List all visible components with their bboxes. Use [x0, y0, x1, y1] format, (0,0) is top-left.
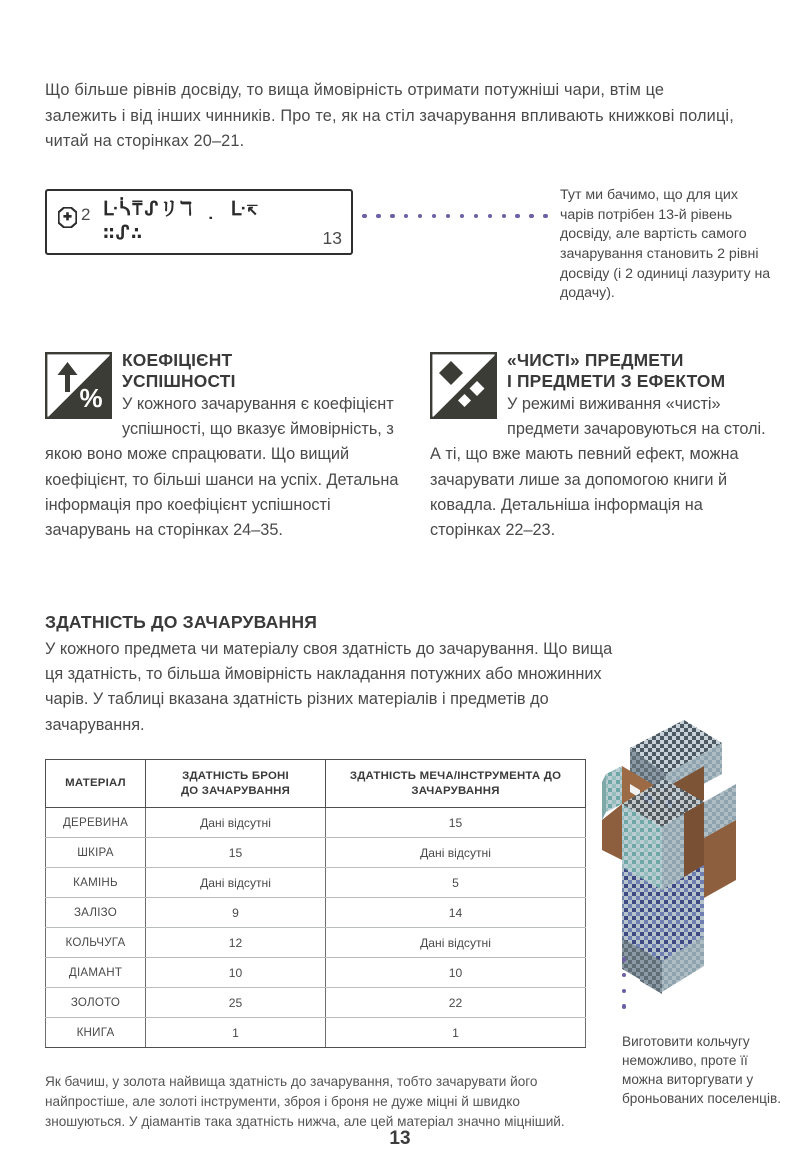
table-row: [46, 988, 586, 1018]
section-body: У кожного предмета чи матеріалу своя здатність до зачарування. Що вища ця здатність, то більша ймовірність накладання потужних або множинних чарів. У таблиці вказана здатність різних матеріалів і предметів до зачарування.: [45, 640, 613, 734]
cell-armor: 10: [146, 958, 326, 988]
cell-material: ДІАМАНТ: [46, 958, 146, 988]
armored-villager-figure: [600, 700, 800, 1020]
cell-sword: 5: [326, 868, 586, 898]
feature-success-body: У кожного зачарування є коефіцієнт успішності, що вказує ймовірність, з якою воно може спрацювати. Що вищий коефіцієнт, то більші шанси на успіх. Детальна інформація про коефіцієнт успішності зачарувань на сторінках 24–35.: [45, 395, 399, 540]
cell-armor: 1: [146, 1018, 326, 1048]
feature-clean-items: [430, 350, 778, 543]
enchantment-rune-line-2: ∷ᔑ∴: [103, 222, 144, 244]
column-header-material: МАТЕРІАЛ: [46, 760, 146, 808]
cell-armor: Дані відсутні: [146, 808, 326, 838]
cell-armor: 15: [146, 838, 326, 868]
table-row: [46, 928, 586, 958]
feature-success-title-line2: УСПІШНОСТІ: [122, 371, 236, 391]
cell-material: ЗОЛОТО: [46, 988, 146, 1018]
bottom-note: Як бачиш, у золота найвища здатність до зачарування, тобто зачарувати його найпростіше, але золоті інструменти, зброя і броня не дуже міцні й швидко зношуються. У діамантів така здатність нижча, але цей матеріал значно міцніший.: [45, 1073, 565, 1129]
cell-material: ШКІРА: [46, 838, 146, 868]
cell-armor: 25: [146, 988, 326, 1018]
table-header-row: [46, 760, 586, 808]
table-header: [46, 760, 586, 808]
table-row: [46, 1018, 586, 1048]
cell-armor: 12: [146, 928, 326, 958]
percent-arrow-icon: [45, 352, 112, 419]
cell-material: ЗАЛІЗО: [46, 898, 146, 928]
cell-armor: 9: [146, 898, 326, 928]
cell-material: КНИГА: [46, 1018, 146, 1048]
lapis-lazuli-icon: [58, 207, 77, 228]
enchantment-rune-line-1: ᒷᓵ⍑ᔑリℸ ̣ ᒷ↸: [103, 198, 260, 220]
table-row: [46, 868, 586, 898]
cell-sword: 22: [326, 988, 586, 1018]
table-row: [46, 838, 586, 868]
lapis-cost-value: 2: [81, 205, 91, 224]
cell-sword: 15: [326, 808, 586, 838]
section-title: ЗДАТНІСТЬ ДО ЗАЧАРУВАННЯ: [45, 612, 318, 632]
enchantment-callout-text: Тут ми бачимо, що для цих чарів потрібен 13-й рівень досвіду, але вартість самого зачарування становить 2 рівні досвіду (і 2 одиниці лазуриту на додачу).: [560, 187, 771, 302]
dotted-connector-horizontal: [362, 213, 548, 219]
cell-sword: 10: [326, 958, 586, 988]
enchantability-table: [45, 759, 586, 1048]
cell-sword: Дані відсутні: [326, 838, 586, 868]
column-header-armor-enchantability: ЗДАТНІСТЬ БРОНІ ДО ЗАЧАРУВАННЯ: [146, 760, 326, 808]
cell-material: КОЛЬЧУГА: [46, 928, 146, 958]
table-row: [46, 808, 586, 838]
cell-sword: Дані відсутні: [326, 928, 586, 958]
feature-clean-title-line2: І ПРЕДМЕТИ З ЕФЕКТОМ: [507, 371, 726, 391]
table-row: [46, 958, 586, 988]
column-header-sword-enchantability: ЗДАТНІСТЬ МЕЧА/ІНСТРУМЕНТА ДО ЗАЧАРУВАННЯ: [326, 760, 586, 808]
intro-paragraph: Що більше рівнів досвіду, то вища ймовірність отримати потужніші чари, втім це залежить і від інших чинників. Про те, як на стіл зачарування впливають книжкові полиці, читай на сторінках 20–21.: [45, 81, 734, 151]
cell-sword: 1: [326, 1018, 586, 1048]
enchantment-level-value: 13: [322, 228, 342, 248]
cell-material: ДЕРЕВИНА: [46, 808, 146, 838]
feature-clean-title-line1: «ЧИСТІ» ПРЕДМЕТИ: [507, 350, 684, 370]
cell-material: КАМІНЬ: [46, 868, 146, 898]
feature-success-rate: [45, 350, 415, 543]
table-body: [46, 808, 586, 1048]
cell-sword: 14: [326, 898, 586, 928]
enchantability-section: [45, 612, 615, 738]
feature-success-title-line1: КОЕФІЦІЄНТ: [122, 350, 233, 370]
feature-clean-body: У режимі виживання «чисті» предмети зачаровуються на столі. А ті, що вже мають певний ефект, можна зачарувати лише за допомогою книги й ковадла. Детальніша інформація на сторінках 22–23.: [430, 395, 766, 540]
villager-caption: Виготовити кольчугу неможливо, проте її можна виторгувати у броньованих поселенців.: [622, 1033, 781, 1107]
cell-armor: Дані відсутні: [146, 868, 326, 898]
table-row: [46, 898, 586, 928]
diamond-split-icon: [430, 352, 497, 419]
dotted-connector-vertical: [621, 957, 627, 1009]
svg-text:%: %: [79, 383, 103, 413]
page-number: 13: [389, 1128, 411, 1149]
enchantment-option-box[interactable]: [45, 189, 353, 255]
